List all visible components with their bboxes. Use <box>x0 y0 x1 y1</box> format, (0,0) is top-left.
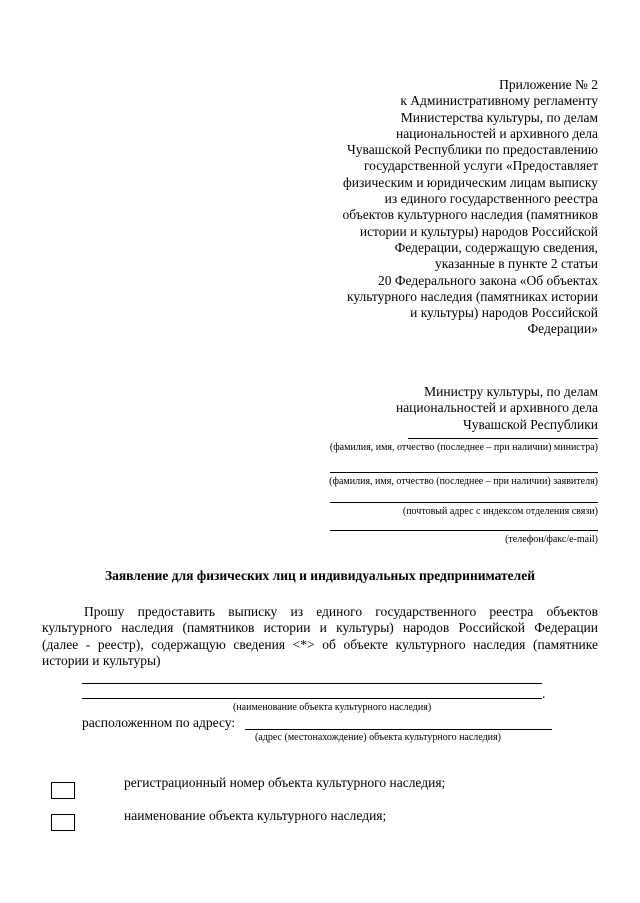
addressee-line: национальностей и архивного дела <box>395 400 598 416</box>
appendix-line: указанные в пункте 2 статьи <box>434 256 598 272</box>
request-line: Прошу предоставить выписку из единого государственного реестра объектов <box>84 604 598 619</box>
addressee-line: Министру культуры, по делам <box>424 384 598 399</box>
applicant-name-field[interactable] <box>329 472 598 488</box>
object-location-line[interactable] <box>245 729 552 730</box>
located-label: расположенном по адресу: <box>82 715 236 730</box>
phone-field[interactable] <box>330 530 598 546</box>
appendix-line: 20 Федерального закона «Об объектах <box>378 272 598 288</box>
minister-name-caption: (фамилия, имя, отчество (последнее – при наличии) министра) <box>329 442 598 453</box>
phone-caption: (телефон/факс/e-mail) <box>505 534 598 545</box>
appendix-line: физическим и юридическим лицам выписку <box>342 174 598 190</box>
object-location-caption: (адрес (местонахождение) объекта культурного наследия) <box>255 732 501 743</box>
registration-number-option-label: регистрационный номер объекта культурного наследия; <box>124 775 446 790</box>
postal-address-line[interactable] <box>330 502 598 503</box>
object-name-line-2[interactable] <box>82 698 542 699</box>
object-name-caption: (наименование объекта культурного наследия) <box>233 702 432 713</box>
appendix-line: Приложение № 2 <box>499 77 598 92</box>
appendix-line: истории и культуры) народов Российской <box>359 223 598 239</box>
object-name-end-period: . <box>542 686 546 701</box>
phone-line[interactable] <box>330 530 598 531</box>
request-line: культурного наследия (памятников истории и культуры) народов Российской Федерации <box>42 620 598 636</box>
appendix-line: национальностей и архивного дела <box>395 125 598 141</box>
postal-address-field[interactable] <box>330 502 598 518</box>
postal-address-caption: (почтовый адрес с индексом отделения связи) <box>402 506 598 517</box>
appendix-line: Министерства культуры, по делам <box>400 109 598 125</box>
applicant-name-caption: (фамилия, имя, отчество (последнее – при наличии) заявителя) <box>329 476 598 487</box>
request-paragraph <box>42 604 598 669</box>
request-line: истории и культуры) <box>42 652 161 668</box>
request-line: (далее - реестр), содержащую сведения <*> об объекте культурного наследия (памятнике <box>42 636 598 652</box>
appendix-line: Федерации» <box>527 321 598 337</box>
appendix-line: к Административному регламенту <box>400 93 598 109</box>
applicant-name-line[interactable] <box>330 472 598 473</box>
appendix-line: из единого государственного реестра <box>384 191 598 207</box>
appendix-line: культурного наследия (памятниках истории <box>346 288 598 304</box>
registration-number-checkbox[interactable] <box>51 782 75 799</box>
appendix-line: объектов культурного наследия (памятников <box>342 207 598 223</box>
appendix-line: Федерации, содержащую сведения, <box>394 239 598 255</box>
object-name-checkbox[interactable] <box>51 814 75 831</box>
application-title: Заявление для физических лиц и индивидуальных предпринимателей <box>105 568 535 583</box>
object-name-line-1[interactable] <box>82 683 542 684</box>
addressee-block <box>338 384 598 433</box>
appendix-line: и культуры) народов Российской <box>410 305 598 321</box>
minister-name-line[interactable] <box>408 438 598 439</box>
minister-name-field[interactable] <box>330 438 598 454</box>
appendix-line: Чувашской Республики по предоставлению <box>346 142 598 158</box>
object-name-option-label: наименование объекта культурного наследия; <box>124 808 387 823</box>
appendix-line: государственной услуги «Предоставляет <box>363 158 598 174</box>
appendix-header <box>308 77 598 338</box>
addressee-line: Чувашской Республики <box>462 416 598 432</box>
